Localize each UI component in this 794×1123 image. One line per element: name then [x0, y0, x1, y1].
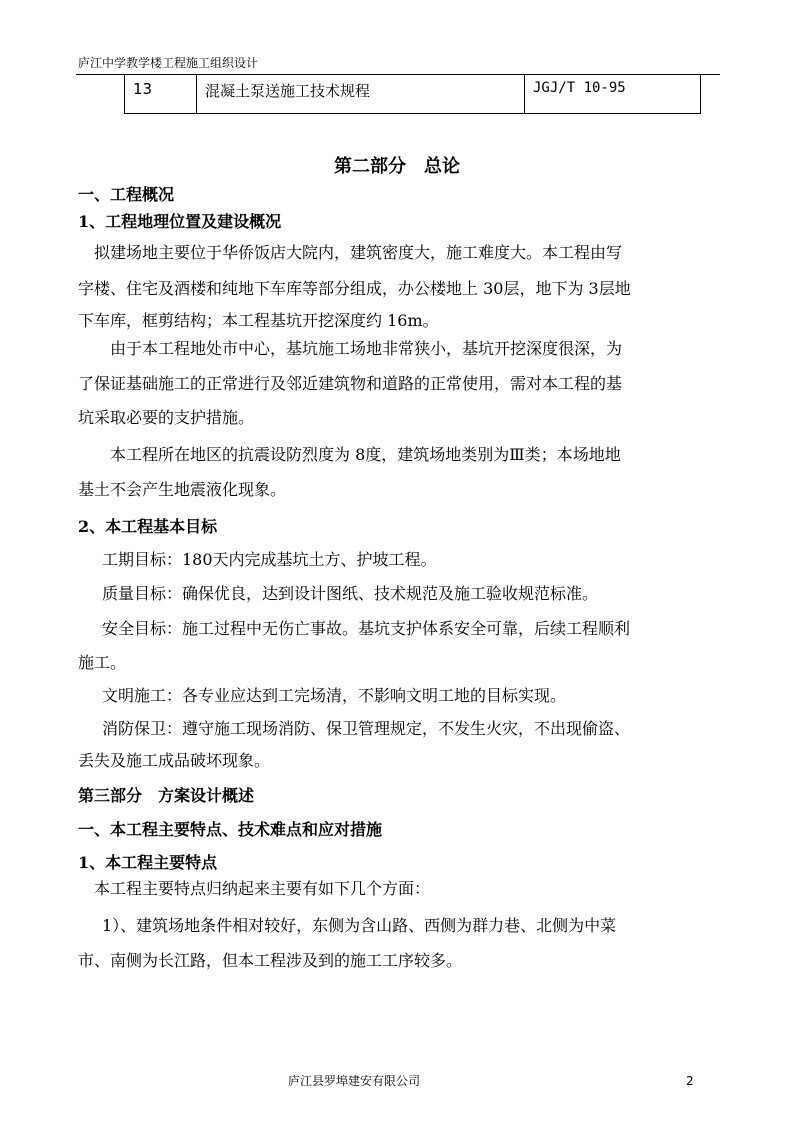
paragraph-line: 坑采取必要的支护措施。	[78, 408, 255, 427]
goal-line: 工期目标：180天内完成基坑土方、护坡工程。	[102, 550, 437, 569]
page-number: 2	[686, 1074, 694, 1088]
paragraph-line: 1）、建筑场地条件相对较好，东侧为含山路、西侧为群力巷、北侧为中菜	[102, 916, 617, 935]
standards-table	[124, 74, 701, 114]
section-heading: 一、工程概况	[78, 185, 175, 204]
paragraph-line: 下车库，框剪结构；本工程基坑开挖深度约 16m。	[78, 311, 439, 330]
subsection-heading: 1、工程地理位置及建设概况	[78, 212, 282, 231]
paragraph-line: 拟建场地主要位于华侨饭店大院内，建筑密度大，施工难度大。本工程由写	[94, 243, 623, 262]
paragraph-line: 市、南侧为长江路，但本工程涉及到的施工工序较多。	[78, 951, 463, 970]
paragraph-line: 本工程所在地区的抗震设防烈度为 8度，建筑场地类别为Ⅲ类；本场地地	[110, 445, 621, 464]
paragraph-line: 基土不会产生地震液化现象。	[78, 480, 287, 499]
paragraph-line: 了保证基础施工的正常进行及邻近建筑物和道路的正常使用，需对本工程的基	[78, 374, 623, 393]
row-number: 13	[125, 74, 197, 114]
running-header: 庐江中学教学楼工程施工组织设计	[78, 56, 259, 70]
standard-name: 混凝土泵送施工技术规程	[197, 74, 525, 114]
footer-company: 庐江县罗埠建安有限公司	[288, 1074, 421, 1088]
goal-line: 施工。	[78, 653, 127, 672]
paragraph-line: 由于本工程地处市中心，基坑施工场地非常狭小，基坑开挖深度很深，为	[110, 339, 623, 358]
standard-code: JGJ/T 10-95	[525, 74, 701, 114]
part2-title: 第二部分 总论	[334, 156, 460, 177]
section-heading: 一、本工程主要特点、技术难点和应对措施	[78, 820, 383, 839]
paragraph-line: 字楼、住宅及酒楼和纯地下车库等部分组成，办公楼地上 30层，地下为 3层地	[78, 279, 631, 298]
goal-line: 丢失及施工成品破坏现象。	[78, 751, 271, 770]
goal-line: 质量目标：确保优良，达到设计图纸、技术规范及施工验收规范标准。	[102, 584, 599, 603]
subsection-heading: 2、本工程基本目标	[78, 517, 218, 536]
goal-line: 消防保卫：遵守施工现场消防、保卫管理规定，不发生火灾，不出现偷盗、	[102, 719, 631, 738]
goal-line: 安全目标：施工过程中无伤亡事故。基坑支护体系安全可靠，后续工程顺利	[102, 619, 631, 638]
part3-title: 第三部分 方案设计概述	[78, 786, 255, 805]
subsection-heading: 1、本工程主要特点	[78, 853, 218, 872]
table-row	[125, 74, 701, 114]
paragraph-line: 本工程主要特点归纳起来主要有如下几个方面：	[94, 879, 431, 898]
goal-line: 文明施工：各专业应达到工完场清，不影响文明工地的目标实现。	[102, 686, 567, 705]
